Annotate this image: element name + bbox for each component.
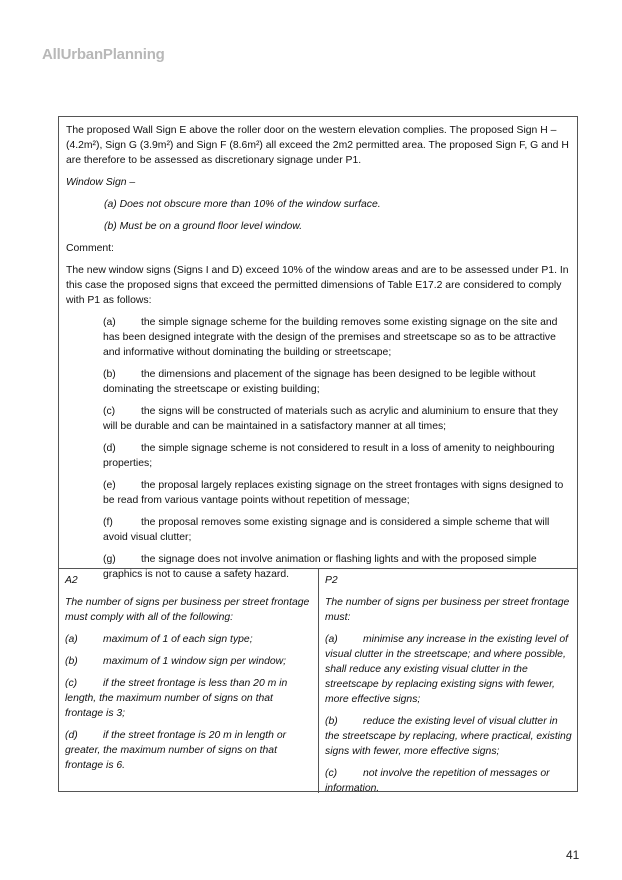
item-text: not involve the repetition of messages or information. bbox=[325, 768, 550, 794]
item-text: minimise any increase in the existing level of visual clutter in the streetscape; and where possible, shall reduce any existing visual clutter in the streetscape by replacing existing signs with fewer, more effective signs; bbox=[325, 634, 569, 705]
cell-item bbox=[325, 766, 572, 796]
window-sign-heading: Window Sign – bbox=[66, 177, 136, 188]
item-label: (a) bbox=[65, 634, 78, 645]
standards-table bbox=[59, 568, 577, 793]
item-label: (g) bbox=[103, 554, 116, 565]
cell-item bbox=[65, 676, 313, 721]
item-text: the signs will be constructed of materials such as acrylic and aluminium to ensure that they will be durable and can be maintained in a satisfactory manner at all times; bbox=[103, 406, 558, 432]
cell-item bbox=[65, 654, 313, 669]
list-item bbox=[66, 404, 569, 434]
window-sign-clause-b: (b) Must be on a ground floor level window. bbox=[104, 221, 303, 232]
cell-heading: P2 bbox=[325, 575, 338, 586]
item-label: (b) bbox=[325, 716, 338, 727]
item-text: the proposal removes some existing signage and is considered a simple scheme that will avoid visual clutter; bbox=[103, 517, 550, 543]
item-text: if the street frontage is less than 20 m in length, the maximum number of signs on that frontage is 3; bbox=[65, 678, 288, 719]
cell-intro: The number of signs per business per street frontage must comply with all of the following: bbox=[65, 597, 310, 623]
item-label: (a) bbox=[325, 634, 338, 645]
acceptable-solution-cell bbox=[59, 569, 319, 793]
comment-heading: Comment: bbox=[66, 243, 114, 254]
item-label: (e) bbox=[103, 480, 116, 491]
cell-intro: The number of signs per business per street frontage must: bbox=[325, 597, 570, 623]
list-item bbox=[66, 315, 569, 360]
list-item bbox=[66, 478, 569, 508]
item-text: the proposal largely replaces existing signage on the street frontages with signs designed to be read from various vantage points without repetition of message; bbox=[103, 480, 564, 506]
list-item bbox=[66, 367, 569, 397]
item-label: (d) bbox=[103, 443, 116, 454]
list-item bbox=[66, 441, 569, 471]
cell-item bbox=[65, 632, 313, 647]
item-label: (c) bbox=[103, 406, 116, 417]
page-number: 41 bbox=[566, 848, 580, 862]
item-label: (f) bbox=[103, 517, 113, 528]
assessment-text bbox=[59, 117, 577, 580]
intro-paragraph: The proposed Wall Sign E above the roller door on the western elevation complies. The proposed Sign H – (4.2m²), Sign G (3.9m²) and Sign F (8.6m²) all exceed the 2m2 permitted area. The proposed Sign F, G and H are therefore to be assessed as discretionary signage under P1. bbox=[66, 125, 569, 166]
cell-item bbox=[65, 728, 313, 773]
item-label: (b) bbox=[65, 656, 78, 667]
item-label: (a) bbox=[103, 317, 116, 328]
item-text: maximum of 1 of each sign type; bbox=[103, 634, 253, 645]
document-frame bbox=[58, 116, 578, 792]
item-text: the dimensions and placement of the signage has been designed to be legible without dominating the streetscape or existing building; bbox=[103, 369, 536, 395]
cell-item bbox=[325, 632, 572, 707]
cell-item bbox=[325, 714, 572, 759]
item-text: if the street frontage is 20 m in length or greater, the maximum number of signs on that frontage is 6. bbox=[65, 730, 287, 771]
item-text: reduce the existing level of visual clutter in the streetscape by replacing, where practical, existing signs with fewer, more effective signs; bbox=[325, 716, 572, 757]
cell-heading: A2 bbox=[65, 575, 78, 586]
window-sign-clause-a: (a) Does not obscure more than 10% of the window surface. bbox=[104, 199, 381, 210]
item-text: the simple signage scheme is not considered to result in a loss of amenity to neighbouring properties; bbox=[103, 443, 555, 469]
item-label: (c) bbox=[325, 768, 338, 779]
item-label: (c) bbox=[65, 678, 78, 689]
performance-criteria-cell bbox=[319, 569, 577, 793]
item-label: (d) bbox=[65, 730, 78, 741]
comment-paragraph: The new window signs (Signs I and D) exceed 10% of the window areas and are to be assessed under P1. In this case the proposed signs that exceed the permitted dimensions of Table E17.2 are considered to comply with P1 as follows: bbox=[66, 265, 569, 306]
list-item bbox=[66, 515, 569, 545]
item-label: (b) bbox=[103, 369, 116, 380]
item-text: the signage does not involve animation or flashing lights and with the proposed simple graphics is not to cause a safety hazard. bbox=[103, 554, 537, 580]
item-text: maximum of 1 window sign per window; bbox=[103, 656, 287, 667]
logo: AllUrbanPlanning bbox=[42, 46, 165, 63]
item-text: the simple signage scheme for the building removes some existing signage on the site and has been designed integrate with the design of the premises and streetscape so as to be attractive and informative without dominating the building or streetscape; bbox=[103, 317, 558, 358]
